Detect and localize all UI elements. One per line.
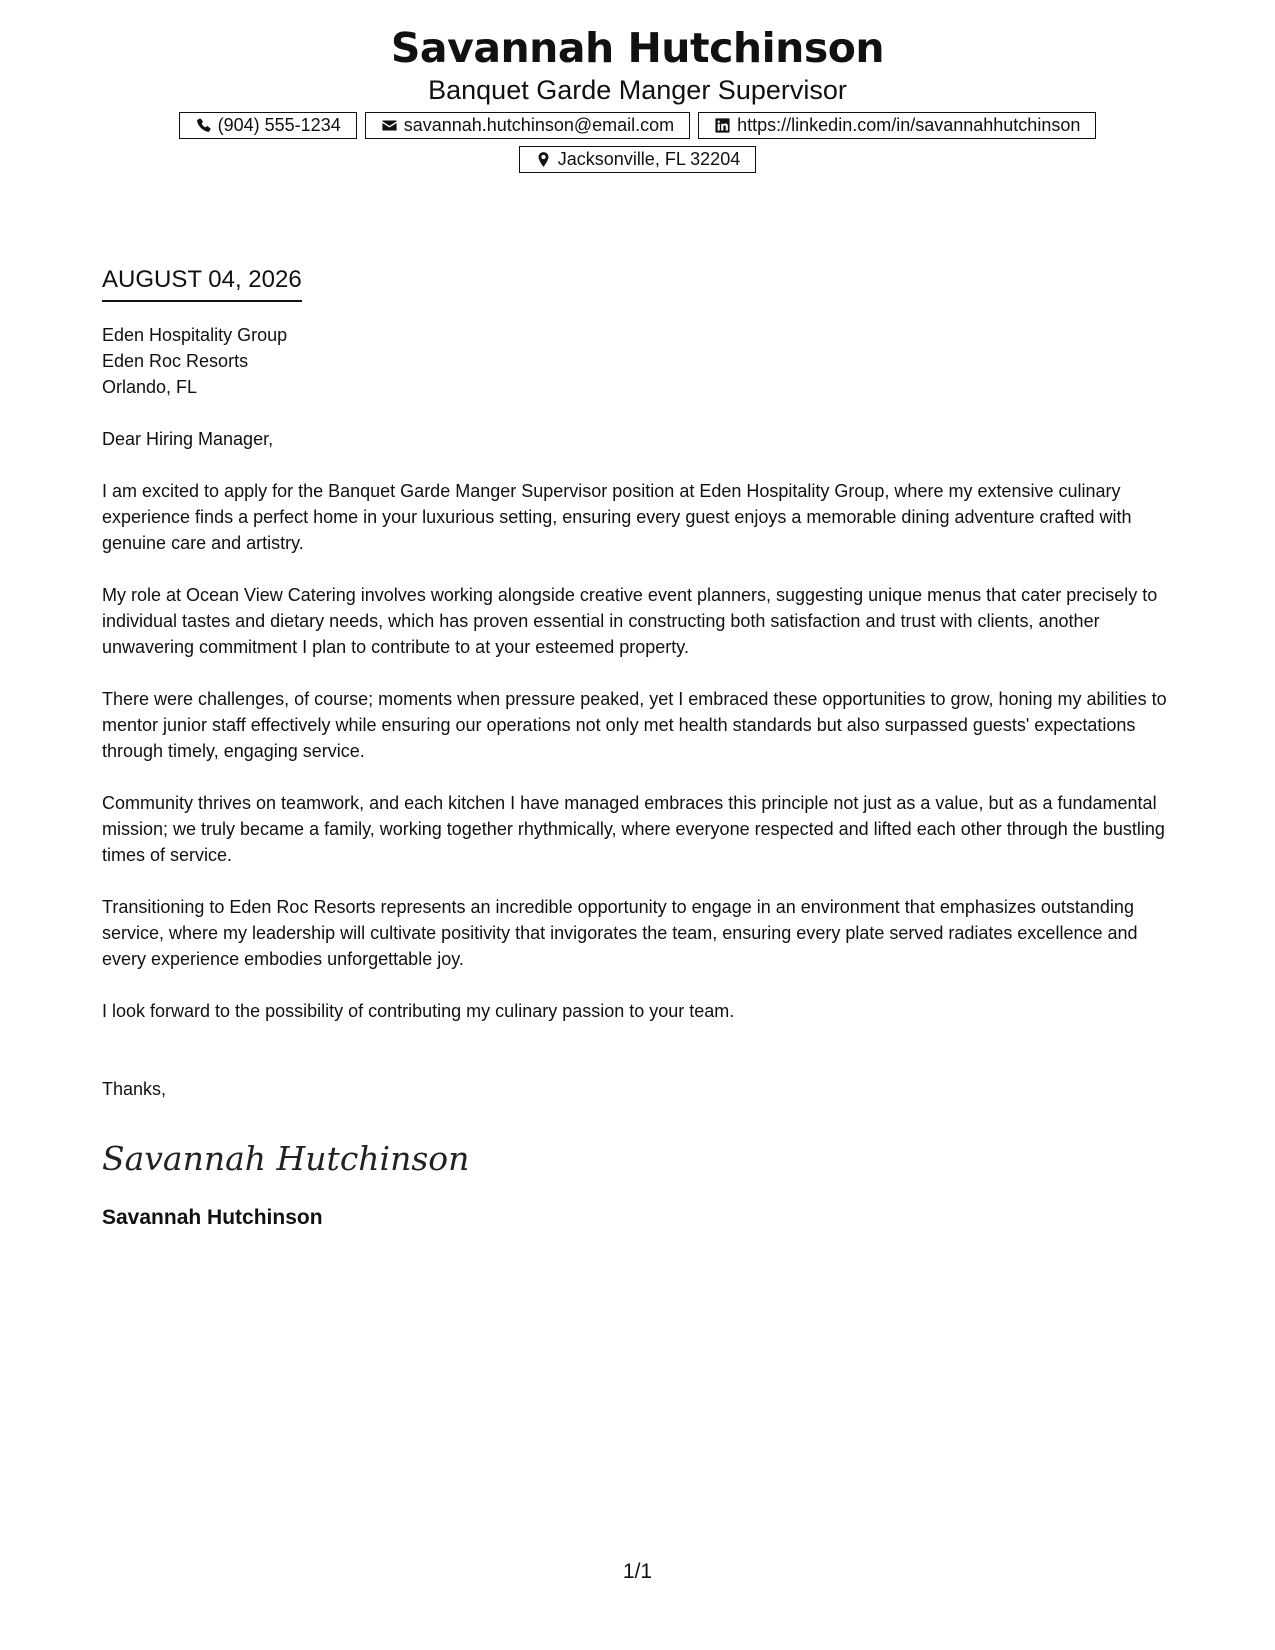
signature-image [102, 1132, 470, 1182]
linkedin-icon [714, 117, 731, 134]
contact-linkedin[interactable] [698, 112, 1096, 139]
body-paragraph: My role at Ocean View Catering involves working alongside creative event planners, suggesting unique menus that cater precisely to individual tastes and dietary needs, which has proven essential in constructing both satisfaction and trust with clients, another unwavering commitment I plan to contribute to at your esteemed property. [102, 585, 1158, 657]
letter-body [102, 265, 1172, 1232]
body-paragraph: I am excited to apply for the Banquet Garde Manger Supervisor position at Eden Hospitality Group, where my extensive culinary experience finds a perfect home in your luxurious setting, ensuring every guest enjoys a memorable dining adventure crafted with genuine care and artistry. [102, 481, 1132, 553]
letter-header [0, 0, 1275, 173]
phone-icon [195, 117, 212, 134]
letter-date: AUGUST 04, 2026 [102, 265, 302, 302]
recipient-line: Eden Roc Resorts [102, 351, 249, 371]
envelope-icon [381, 117, 398, 134]
signed-name: Savannah Hutchinson [102, 1206, 323, 1229]
linkedin-text: https://linkedin.com/in/savannahhutchinson [737, 115, 1081, 135]
contact-phone[interactable] [179, 112, 357, 139]
page-number: 1/1 [622, 1560, 653, 1583]
applicant-title: Banquet Garde Manger Supervisor [428, 75, 847, 105]
recipient-block [102, 322, 1172, 400]
body-paragraph: I look forward to the possibility of contributing my culinary passion to your team. [102, 1001, 735, 1021]
location-text: Jacksonville, FL 32204 [557, 149, 741, 169]
salutation: Dear Hiring Manager, [102, 429, 274, 449]
contact-location[interactable] [519, 146, 756, 173]
applicant-name: Savannah Hutchinson [390, 24, 885, 72]
contact-email[interactable] [365, 112, 690, 139]
phone-text: (904) 555-1234 [217, 115, 341, 135]
body-paragraph: There were challenges, of course; moments when pressure peaked, yet I embraced these opportunities to grow, honing my abilities to mentor junior staff effectively while ensuring our operations not only met health standards but also surpassed guests' expectations through timely, engaging service. [102, 689, 1167, 761]
signature-text: Savannah Hutchinson [102, 1139, 470, 1178]
map-pin-icon [535, 151, 552, 168]
recipient-line: Orlando, FL [102, 377, 198, 397]
email-text: savannah.hutchinson@email.com [403, 115, 675, 135]
body-paragraph: Community thrives on teamwork, and each kitchen I have managed embraces this principle not just as a value, but as a fundamental mission; we truly became a family, working together rhythmically, where everyone respected and lifted each other through the bustling times of service. [102, 793, 1165, 865]
contact-bar [148, 112, 1128, 173]
closing: Thanks, [102, 1079, 167, 1099]
recipient-line: Eden Hospitality Group [102, 325, 288, 345]
body-paragraph: Transitioning to Eden Roc Resorts represents an incredible opportunity to engage in an environment that emphasizes outstanding service, where my leadership will cultivate positivity that invigorates the team, ensuring every plate served radiates excellence and every experience embodies unforgettable joy. [102, 897, 1138, 969]
